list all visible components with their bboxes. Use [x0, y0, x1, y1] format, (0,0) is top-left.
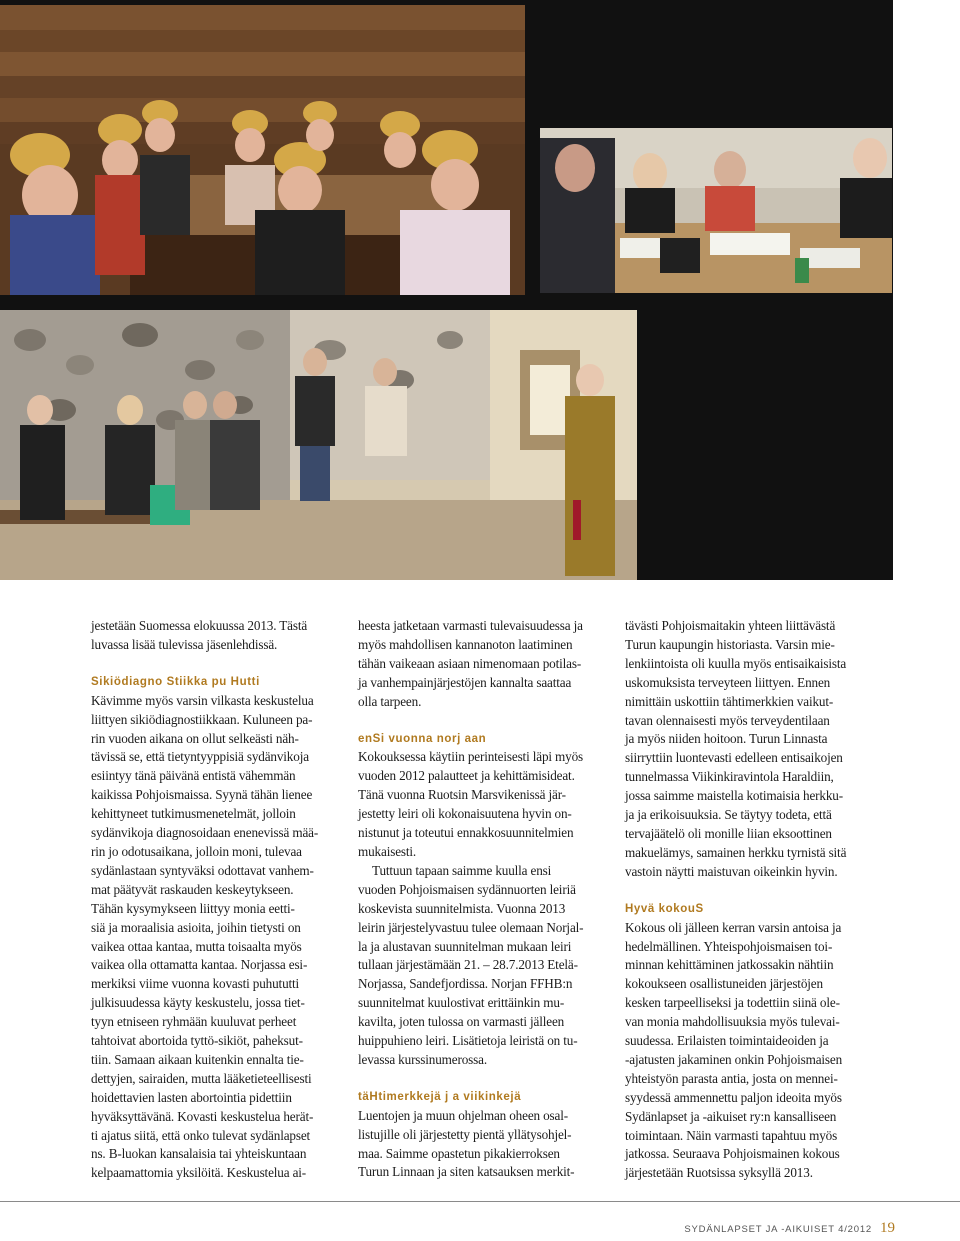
text-line: sydänlastaan syntyväksi odottavat vanhem-: [91, 862, 314, 878]
section-heading: Hyvä kokouS: [625, 902, 704, 915]
text-line: tyyn etniseen ryhmään kuuluvat perheet: [91, 1014, 297, 1030]
text-line: jatkossa. Seuraava Pohjoismainen kokous: [625, 1146, 840, 1162]
text-line: tahtoivat abortoida tyttö-sikiöt, paheksut-: [91, 1033, 303, 1049]
text-line: listujille oli järjestetty pientä yllätysohjel-: [358, 1126, 572, 1142]
text-line: Tähän kysymykseen liittyy monia eetti-: [91, 900, 295, 916]
text-column-3: [625, 617, 881, 1183]
text-line: Turun kaupungin historiasta. Varsin mie-: [625, 636, 835, 652]
text-line: Kokous oli jälleen kerran varsin antoisa ja: [625, 919, 842, 935]
paragraph: [358, 862, 614, 1070]
text-line: kesken tarpeelliseksi ja todettiin siinä ole-: [625, 995, 840, 1011]
footer-rule: [0, 1201, 960, 1202]
text-line: uskomuksista terveyteen liittyen. Ennen: [625, 674, 831, 690]
text-line: maa. Saimme opastetun pikakierroksen: [358, 1145, 560, 1161]
text-line: tävästi Pohjoismaitakin yhteen liittävästä: [625, 618, 836, 633]
text-line: Tuttuun tapaan saimme kuulla ensi: [372, 862, 552, 878]
paragraph: [358, 1107, 614, 1183]
text-line: vuoden Pohjoismaisen sydännuorten leiriä: [358, 881, 576, 897]
text-line: ja myös niiden hoitoon. Turun Linnasta: [625, 731, 828, 747]
text-line: tunnelmassa Viikinkiravintola Haraldiin,: [625, 769, 834, 785]
paragraph: [625, 919, 881, 1184]
text-line: dettyjen, sairaiden, mutta lääketieteellisesti: [91, 1070, 312, 1086]
text-line: rin jo odotusaikana, jolloin moni, tulevaa: [91, 843, 302, 859]
text-line: ns. B-luokan kansalaisia tai yhteiskuntaan: [91, 1146, 307, 1162]
text-line: minnan kehittäminen jatkossakin nähtiin: [625, 957, 834, 973]
text-line: suudessa. Erilaisten toimintaideoiden ja: [625, 1033, 829, 1049]
text-line: siirryttiin luontevasti edelleen entisaikojen: [625, 750, 843, 766]
text-line: liittyen sikiödiagnostiikkaan. Kuluneen pa-: [91, 711, 313, 727]
text-line: levassa kurssinumerossa.: [358, 1051, 487, 1067]
text-line: heesta jatketaan varmasti tulevaisuudessa ja: [358, 618, 583, 633]
text-line: van monia mahdollisuuksia myös tulevai-: [625, 1014, 840, 1030]
paragraph: [625, 617, 881, 882]
paragraph: [91, 692, 347, 1184]
text-line: ti ajatus siitä, että onko tulevat sydänlapset: [91, 1127, 311, 1143]
text-line: -ajatusten jakaminen onkin Pohjoismaisen: [625, 1051, 843, 1067]
photo-viking-restaurant: [0, 5, 525, 295]
text-line: Sydänlapset ja -aikuiset ry:n kansalliseen: [625, 1108, 837, 1124]
text-line: makuelämys, samainen herkku tyrnistä sitä: [625, 844, 847, 860]
text-line: nimittäin uskottiin tähtimerkkien vaikut-: [625, 693, 834, 709]
text-line: ja ja erikoisuuksia. Se täytyy todeta, että: [625, 807, 832, 823]
text-line: Kokouksessa käytiin perinteisesti läpi myös: [358, 749, 584, 765]
photo-collage: [0, 0, 893, 580]
text-line: la ja alustavan suunnitelman mukaan leiri: [358, 938, 572, 954]
text-line: siä ja moraalisia asioita, joihin tietysti on: [91, 919, 301, 935]
text-line: olla tarpeen.: [358, 693, 422, 709]
text-line: luvassa lisää tulevissa jäsenlehdissä.: [91, 636, 278, 652]
text-line: esiintyy tänä päivänä entistä vähemmän: [91, 768, 296, 784]
text-line: sydänvikoja diagnosoidaan enenevissä mää-: [91, 825, 319, 841]
text-line: syydessä ammennettu paljon ideoita myös: [625, 1089, 842, 1105]
text-line: jestetään Suomessa elokuussa 2013. Tästä: [91, 618, 308, 633]
section-heading: täHtimerkkejä j a viikinkejä: [358, 1090, 522, 1103]
text-line: vuoden 2012 palautteet ja kehittämisideat.: [358, 768, 575, 784]
text-line: vastoin näytti maistuvan oikeinkin hyvin.: [625, 863, 838, 879]
text-line: leirin järjestelyvastuu tulee olemaan Norjal-: [358, 919, 584, 935]
section-heading: enSi vuonna norj aan: [358, 732, 487, 745]
page-number: 19: [880, 1220, 895, 1236]
text-line: kokoukseen osallistuneiden järjestöjen: [625, 976, 823, 992]
text-line: toimintaan. Näin varmasti tapahtuu myös: [625, 1127, 838, 1143]
text-line: myös mahdollisen kannanoton laatiminen: [358, 636, 573, 652]
text-line: kaikissa Pohjoismaissa. Syynä tähän lienee: [91, 787, 313, 803]
paragraph: [358, 748, 614, 861]
text-line: vaikea ottaa kantaa, mutta toisaalta myös: [91, 938, 302, 954]
publication-name: SYDÄNLAPSET JA -AIKUISET 4/2012: [684, 1224, 872, 1235]
text-line: kelpaamattomia yksilöitä. Keskustelua ai-: [91, 1165, 307, 1181]
page-footer: [684, 1220, 900, 1240]
section-heading: Sikiödiagno Stiikka pu Hutti: [91, 675, 260, 688]
text-line: Tänä vuonna Ruotsin Marsvikenissä jär-: [358, 787, 566, 803]
text-line: järjestetään Ruotsissa syksyllä 2013.: [625, 1165, 813, 1181]
text-line: suunnitelmat kuulostivat erittäinkin mu-: [358, 995, 565, 1011]
text-line: vaikea olla ottamatta kantaa. Norjassa esi-: [91, 957, 308, 973]
text-line: Norjassa, Sandefjordissa. Norjan FFHB:n: [358, 976, 573, 992]
photo-castle-tour: [0, 310, 637, 580]
text-line: Luentojen ja muun ohjelman oheen osal-: [358, 1107, 569, 1123]
text-line: tähän vaikeaan asiaan nimenomaan potilas-: [358, 655, 582, 671]
text-line: tiin. Samaan aikaan kuitenkin ennalta tie-: [91, 1051, 304, 1067]
paragraph: [91, 617, 347, 655]
text-line: hyväksyttävänä. Kovasti keskustelua herät-: [91, 1108, 314, 1124]
text-line: Kävimme myös varsin vilkasta keskustelua: [91, 692, 314, 708]
paragraph: [358, 617, 614, 712]
text-line: merkiksi viime vuonna kovasti puhututti: [91, 976, 300, 992]
text-line: nistunut ja toteutui ennakkosuunnitelmien: [358, 825, 574, 841]
text-column-2: [358, 617, 614, 1182]
text-line: jossa saimme maistella kotimaisia herkku-: [625, 788, 843, 804]
text-line: tavan olennaisesti myös terveydentilaan: [625, 712, 830, 728]
text-line: kavilta, joten tulossa on varmasti jälleen: [358, 1014, 565, 1030]
text-line: ja vanhempainjärjestöjen kannalta saattaa: [358, 674, 572, 690]
text-line: hoidettavien lasten abortointia pidettiin: [91, 1089, 292, 1105]
text-line: hedelmällinen. Yhteispohjoismaisen toi-: [625, 938, 833, 954]
text-line: koskevista suunnitelmista. Vuonna 2013: [358, 900, 566, 916]
photo-meeting-room: [540, 128, 892, 293]
text-line: tervajäätelö oli monille liian eksoottinen: [625, 825, 832, 841]
text-column-1: [91, 617, 347, 1183]
text-line: Turun Linnaan ja siten katsauksen merkit-: [358, 1164, 575, 1180]
text-line: tullaan järjestämään 21. – 28.7.2013 Etelä-: [358, 957, 578, 973]
text-line: jestetty leiri oli kokonaisuutena hyvin on-: [358, 806, 572, 822]
text-line: mukaisesti.: [358, 843, 417, 859]
text-line: tävissä se, että tietyntyyppisiä sydänvikoja: [91, 749, 309, 765]
text-line: julkisuudessa käyty keskustelu, jossa tiet-: [91, 995, 305, 1011]
text-line: kehittyneet tutkimusmenetelmät, jolloin: [91, 806, 296, 822]
text-line: huippuhieno leiri. Lisätietoja leiristä on tu-: [358, 1033, 578, 1049]
text-line: rin vuoden aikana on ollut selkeästi näh-: [91, 730, 299, 746]
text-line: lenkiintoista oli kuulla myös entisaikaisista: [625, 655, 847, 671]
text-line: yhteistyön parasta antia, josta on mennei-: [625, 1070, 838, 1086]
text-line: mat päätyvät raskauden keskeytykseen.: [91, 881, 294, 897]
